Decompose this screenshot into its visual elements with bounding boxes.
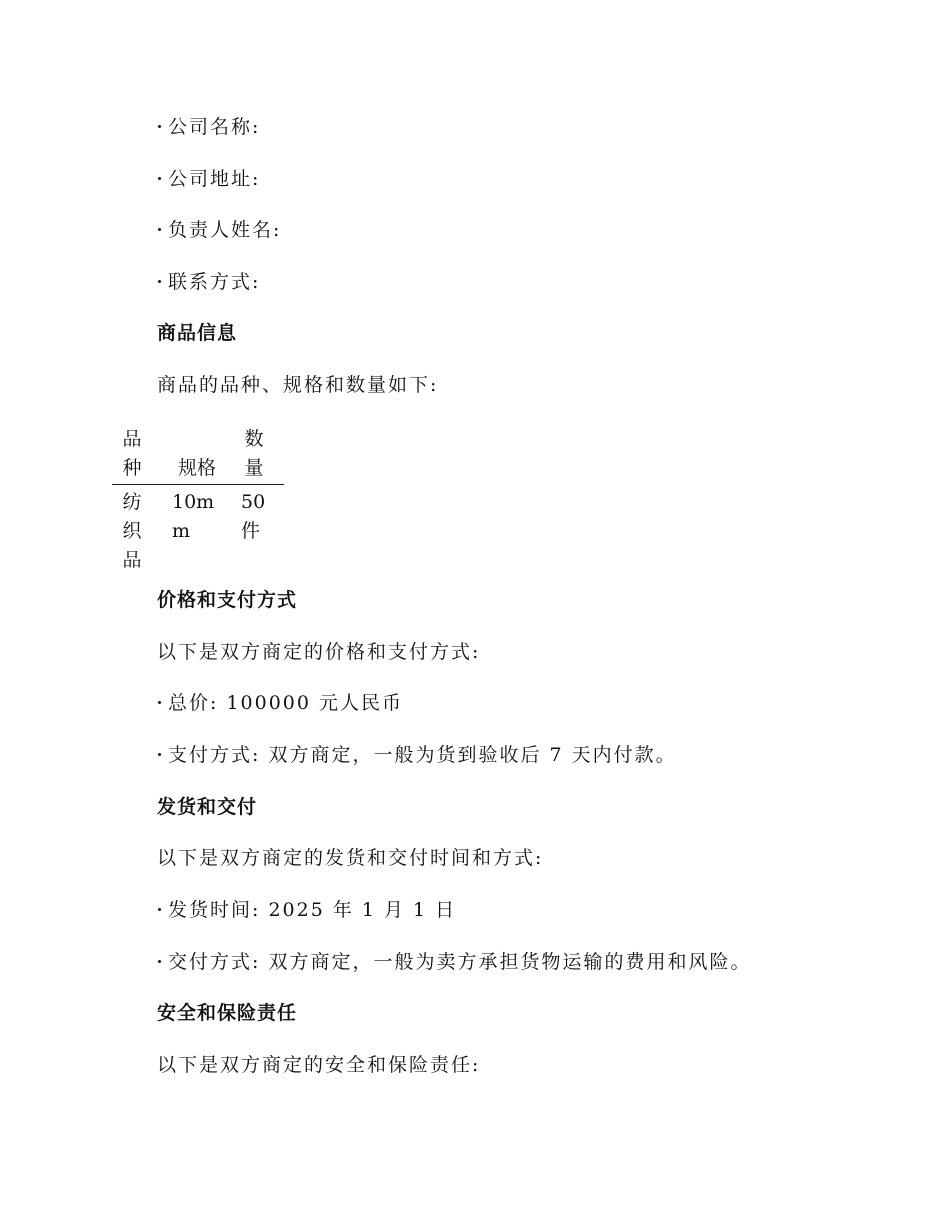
price-heading: 价格和支付方式 xyxy=(157,589,298,611)
table-header-variety: 品 种 xyxy=(122,428,142,479)
responsible-person-field xyxy=(157,218,281,242)
bullet-icon xyxy=(158,753,161,756)
table-row-quantity: 50 件 xyxy=(241,491,266,542)
bullet-icon xyxy=(158,908,161,911)
company-address-label: 公司地址: xyxy=(168,168,261,190)
payment-method-item xyxy=(157,743,677,767)
price-intro: 以下是双方商定的价格和支付方式: xyxy=(157,641,481,663)
safety-heading: 安全和保险责任 xyxy=(157,1002,298,1024)
bullet-icon xyxy=(158,960,161,963)
table-header-quantity: 数 量 xyxy=(244,428,264,479)
contact-label: 联系方式: xyxy=(168,271,261,293)
goods-heading: 商品信息 xyxy=(157,322,238,344)
delivery-method-text: 交付方式: 双方商定，一般为卖方承担货物运输的费用和风险。 xyxy=(168,951,752,973)
responsible-person-label: 负责人姓名: xyxy=(168,219,282,241)
table-header-spec: 规格 xyxy=(177,457,216,479)
bullet-icon xyxy=(158,701,161,704)
payment-method-text: 支付方式: 双方商定，一般为货到验收后 7 天内付款。 xyxy=(168,744,677,766)
safety-intro: 以下是双方商定的安全和保险责任: xyxy=(157,1054,481,1076)
company-address-field xyxy=(157,167,260,191)
bullet-icon xyxy=(158,125,161,128)
company-name-field xyxy=(157,115,260,139)
table-header-rule xyxy=(112,484,284,485)
company-name-label: 公司名称: xyxy=(168,116,261,138)
price-total-text: 总价: 100000 元人民币 xyxy=(168,692,404,714)
table-row-variety: 纺 织 品 xyxy=(122,491,142,571)
contact-field xyxy=(157,270,260,294)
delivery-method-item xyxy=(157,950,751,974)
bullet-icon xyxy=(158,280,161,283)
delivery-heading: 发货和交付 xyxy=(157,796,258,818)
ship-date-item xyxy=(157,898,456,922)
table-row-spec: 10m m xyxy=(172,491,215,542)
bullet-icon xyxy=(158,177,161,180)
price-total-item xyxy=(157,691,403,715)
goods-intro: 商品的品种、规格和数量如下: xyxy=(157,374,439,396)
delivery-intro: 以下是双方商定的发货和交付时间和方式: xyxy=(157,847,544,869)
ship-date-text: 发货时间: 2025 年 1 月 1 日 xyxy=(168,899,457,921)
bullet-icon xyxy=(158,228,161,231)
